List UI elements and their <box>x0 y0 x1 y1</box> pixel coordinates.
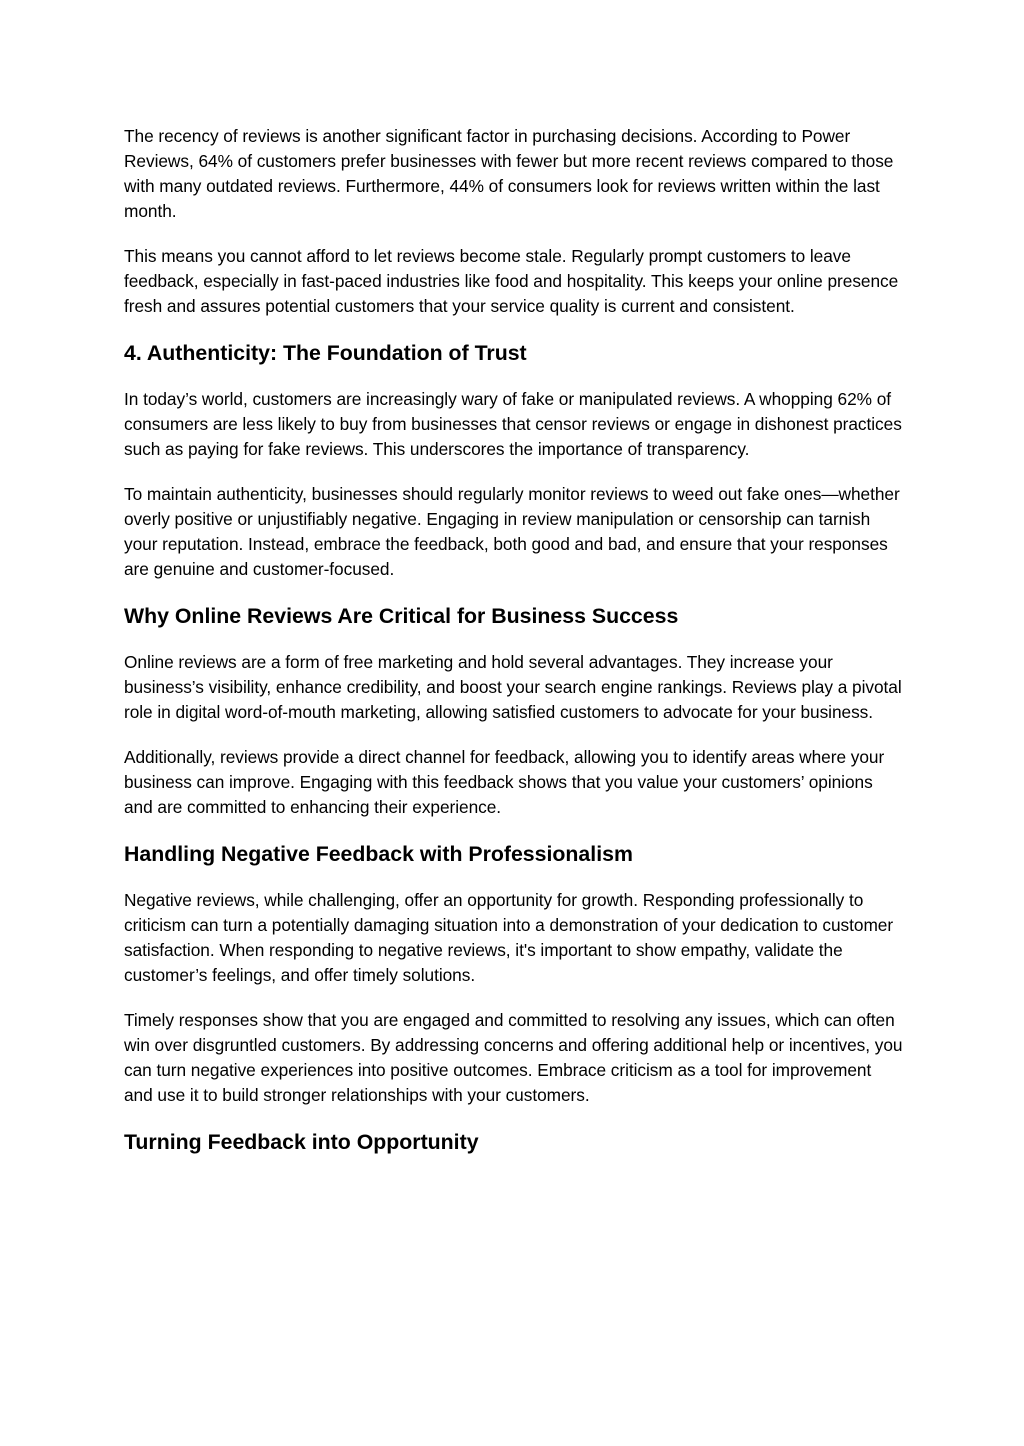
paragraph-fake-reviews: In today’s world, customers are increasingly wary of fake or manipulated reviews. A whopping 62% of consumers are less likely to buy from businesses that censor reviews or engage in dishonest practices such as paying for fake reviews. This underscores the importance of transparency. <box>124 389 902 459</box>
paragraph-free-marketing: Online reviews are a form of free marketing and hold several advantages. They increase your business’s visibility, enhance credibility, and boost your search engine rankings. Reviews play a pivotal role in digital word-of-mouth marketing, allowing satisfied customers to advocate for your business. <box>124 652 902 722</box>
paragraph-stale-reviews: This means you cannot afford to let reviews become stale. Regularly prompt customers to leave feedback, especially in fast-paced industries like food and hospitality. This keeps your online presence fresh and assures potential customers that your service quality is current and consistent. <box>124 246 899 316</box>
heading-authenticity: 4. Authenticity: The Foundation of Trust <box>124 341 527 365</box>
paragraph-feedback-channel: Additionally, reviews provide a direct channel for feedback, allowing you to identify areas where your business can improve. Engaging with this feedback shows that you value your customers’ opinions and are committed to enhancing their experience. <box>124 747 885 817</box>
document-page <box>124 124 904 1176</box>
heading-why-reviews-critical: Why Online Reviews Are Critical for Business Success <box>124 604 679 628</box>
paragraph-negative-reviews: Negative reviews, while challenging, offer an opportunity for growth. Responding professionally to criticism can turn a potentially damaging situation into a demonstration of your dedication to customer satisfaction. When responding to negative reviews, it's important to show empathy, validate the customer’s feelings, and offer timely solutions. <box>124 890 894 985</box>
heading-feedback-opportunity: Turning Feedback into Opportunity <box>124 1130 479 1154</box>
heading-negative-feedback: Handling Negative Feedback with Professionalism <box>124 842 633 866</box>
paragraph-maintain-authenticity: To maintain authenticity, businesses should regularly monitor reviews to weed out fake ones—whether overly positive or unjustifiably negative. Engaging in review manipulation or censorship can tarnish your reputation. Instead, embrace the feedback, both good and bad, and ensure that your responses are genuine and customer-focused. <box>124 484 900 579</box>
paragraph-timely-responses: Timely responses show that you are engaged and committed to resolving any issues, which can often win over disgruntled customers. By addressing concerns and offering additional help or incentives, you can turn negative experiences into positive outcomes. Embrace criticism as a tool for improvement and use it to build stronger relationships with your customers. <box>124 1010 903 1105</box>
paragraph-review-recency: The recency of reviews is another significant factor in purchasing decisions. According to Power Reviews, 64% of customers prefer businesses with fewer but more recent reviews compared to those with many outdated reviews. Furthermore, 44% of consumers look for reviews written within the last month. <box>124 126 894 221</box>
